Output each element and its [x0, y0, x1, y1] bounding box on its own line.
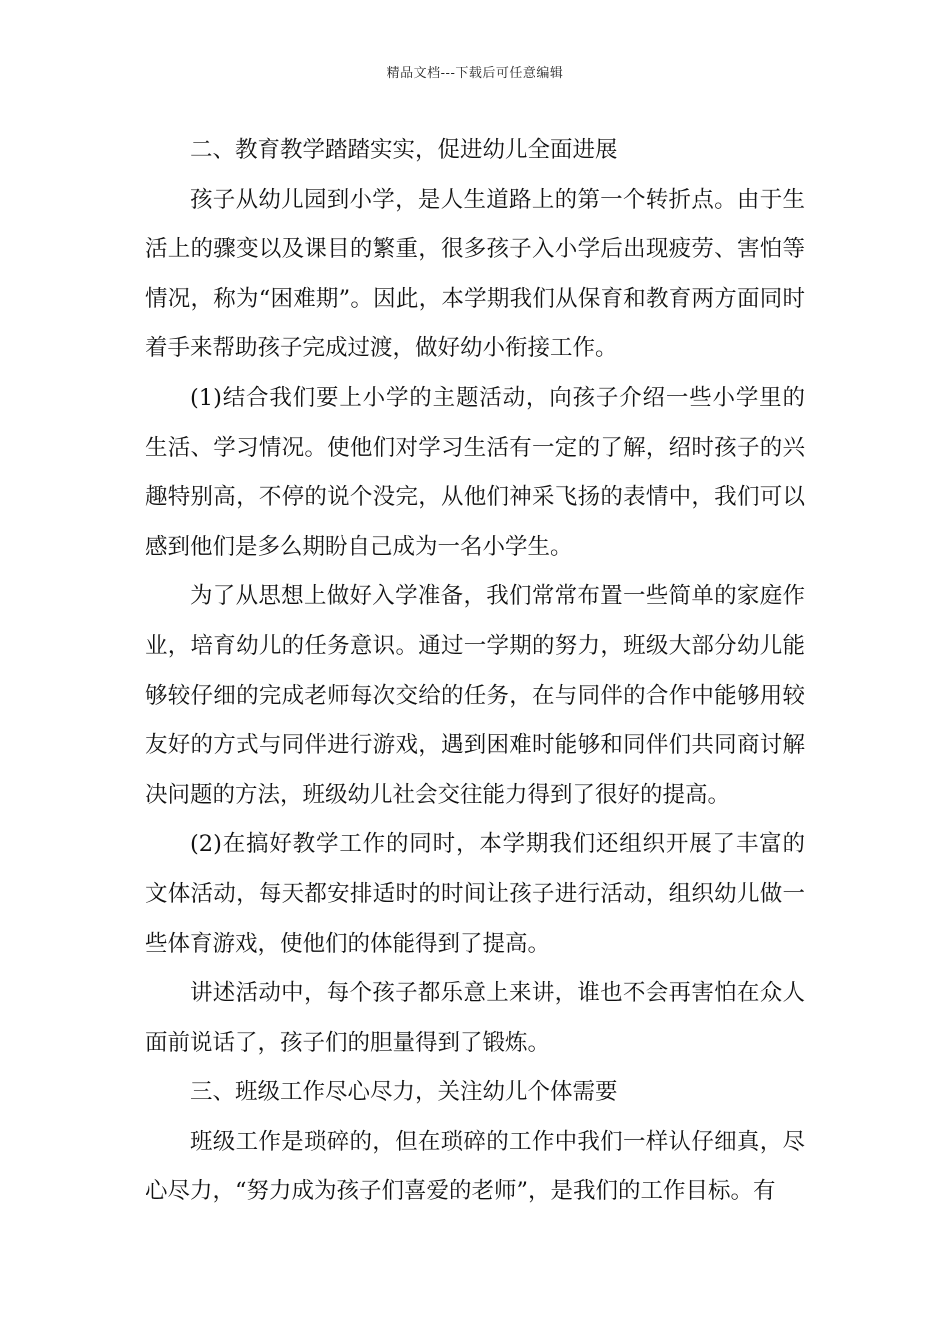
- paragraph: 班级工作是琐碎的，但在琐碎的工作中我们一样认仔细真，尽心尽力，“努力成为孩子们喜爱的老师”，是我们的工作目标。有: [145, 1128, 805, 1205]
- document-body: [145, 126, 805, 1217]
- section-heading: 三、班级工作尽心尽力，关注幼儿个体需要: [190, 1079, 618, 1106]
- section-heading: 二、教育教学踏踏实实，促进幼儿全面进展: [190, 137, 618, 163]
- paragraph: 为了从思想上做好入学准备，我们常常布置一些简单的家庭作业，培育幼儿的任务意识。通过一学期的努力，班级大部分幼儿能够较仔细的完成老师每次交给的任务，在与同伴的合作中能够用较友好的方式与同伴进行游戏，遇到困难时能够和同伴们共同商讨解决问题的方法，班级幼儿社会交往能力得到了很好的提高。: [145, 583, 805, 808]
- paragraph: 讲述活动中，每个孩子都乐意上来讲，谁也不会再害怕在众人面前说话了，孩子们的胆量得到了锻炼。: [145, 980, 805, 1056]
- page-header: 精品文档---下载后可任意编辑: [386, 66, 564, 81]
- paragraph: 孩子从幼儿园到小学，是人生道路上的第一个转折点。由于生活上的骤变以及课目的繁重，很多孩子入小学后出现疲劳、害怕等情况，称为“困难期”。因此，本学期我们从保育和教育两方面同时着手来帮助孩子完成过渡，做好幼小衔接工作。: [145, 186, 805, 362]
- paragraph: (2)在搞好教学工作的同时，本学期我们还组织开展了丰富的文体活动，每天都安排适时的时间让孩子进行活动，组织幼儿做一些体育游戏，使他们的体能得到了提高。: [145, 831, 805, 957]
- paragraph: (1)结合我们要上小学的主题活动，向孩子介绍一些小学里的生活、学习情况。使他们对学习生活有一定的了解，绍时孩子的兴趣特别高，不停的说个没完，从他们神采飞扬的表情中，我们可以感到他们是多么期盼自己成为一名小学生。: [145, 384, 805, 560]
